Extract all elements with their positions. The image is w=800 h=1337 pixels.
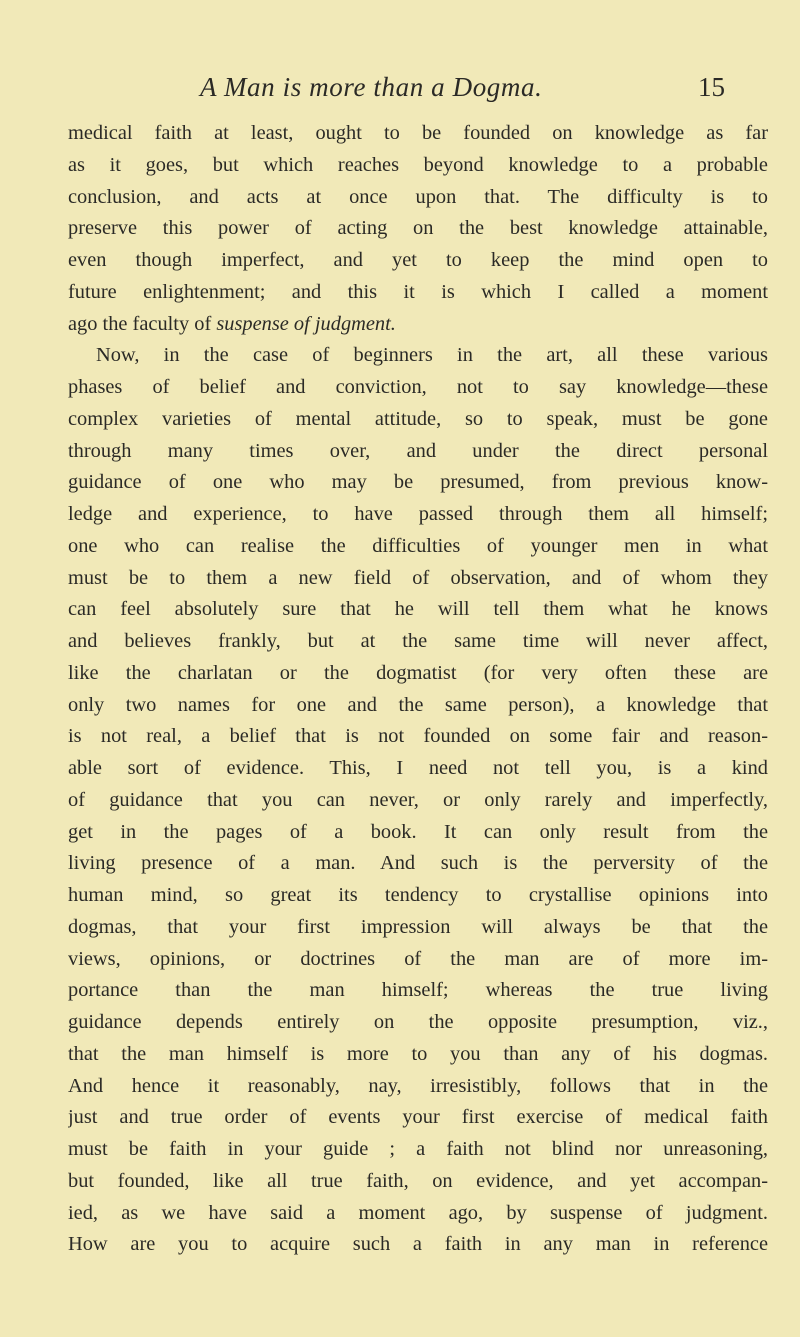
body-text xyxy=(68,118,768,1261)
text-line: get in the pages of a book. It can only result from the xyxy=(68,820,768,843)
text-line: must be faith in your guide ; a faith not blind nor unreasoning, xyxy=(68,1138,768,1160)
text-line: portance than the man himself; whereas the true living xyxy=(68,979,768,1002)
text-line: guidance of one who may be presumed, from previous know- xyxy=(68,471,768,494)
text-line: future enlightenment; and this it is which I called a moment xyxy=(68,280,768,303)
text-line: through many times over, and under the direct personal xyxy=(68,439,768,462)
text-line: views, opinions, or doctrines of the man are of more im- xyxy=(68,947,768,970)
text-line: of guidance that you can never, or only rarely and imperfectly, xyxy=(68,788,768,811)
running-head xyxy=(0,72,800,108)
text-line: ledge and experience, to have passed through them all himself; xyxy=(68,503,768,525)
text-line-run: ago the faculty of xyxy=(68,312,217,335)
text-line: only two names for one and the same person), a knowledge that xyxy=(68,693,768,716)
text-line: able sort of evidence. This, I need not tell you, is a kind xyxy=(68,757,768,779)
text-line: must be to them a new field of observation, and of whom they xyxy=(68,566,768,589)
italic-phrase: suspense of judgment. xyxy=(216,312,396,335)
text-line: one who can realise the difficulties of younger men in what xyxy=(68,534,768,557)
text-line: as it goes, but which reaches beyond knowledge to a probable xyxy=(68,153,768,176)
text-line: conclusion, and acts at once upon that. The difficulty is to xyxy=(68,185,768,208)
text-line: ied, as we have said a moment ago, by suspense of judgment. xyxy=(68,1201,768,1224)
text-line: guidance depends entirely on the opposite presumption, viz., xyxy=(68,1011,768,1033)
text-line: preserve this power of acting on the best knowledge attainable, xyxy=(68,217,768,240)
text-line: like the charlatan or the dogmatist (for very often these are xyxy=(68,661,768,684)
text-line: just and true order of events your first exercise of medical faith xyxy=(68,1106,768,1129)
running-title: A Man is more than a Dogma. xyxy=(200,72,543,102)
text-line: medical faith at least, ought to be founded on knowledge as far xyxy=(68,122,768,144)
text-line: How are you to acquire such a faith in any man in reference xyxy=(68,1233,768,1256)
text-line: even though imperfect, and yet to keep the mind open to xyxy=(68,249,768,271)
text-line: but founded, like all true faith, on evidence, and yet accompan- xyxy=(68,1169,768,1192)
text-line: that the man himself is more to you than any of his dogmas. xyxy=(68,1042,768,1065)
text-line: Now, in the case of beginners in the art, all these various xyxy=(96,344,768,367)
text-line: can feel absolutely sure that he will tell them what he knows xyxy=(68,598,768,621)
text-line: is not real, a belief that is not founded on some fair and reason- xyxy=(68,725,768,748)
text-line xyxy=(68,309,768,341)
text-line: dogmas, that your first impression will always be that the xyxy=(68,915,768,938)
text-line: And hence it reasonably, nay, irresistibly, follows that in the xyxy=(68,1074,768,1097)
text-line: phases of belief and conviction, not to say knowledge—these xyxy=(68,376,768,398)
text-line: living presence of a man. And such is the perversity of the xyxy=(68,852,768,875)
text-line: complex varieties of mental attitude, so to speak, must be gone xyxy=(68,407,768,430)
page-number: 15 xyxy=(698,72,725,102)
text-line: human mind, so great its tendency to crystallise opinions into xyxy=(68,884,768,906)
text-line: and believes frankly, but at the same time will never affect, xyxy=(68,630,768,652)
